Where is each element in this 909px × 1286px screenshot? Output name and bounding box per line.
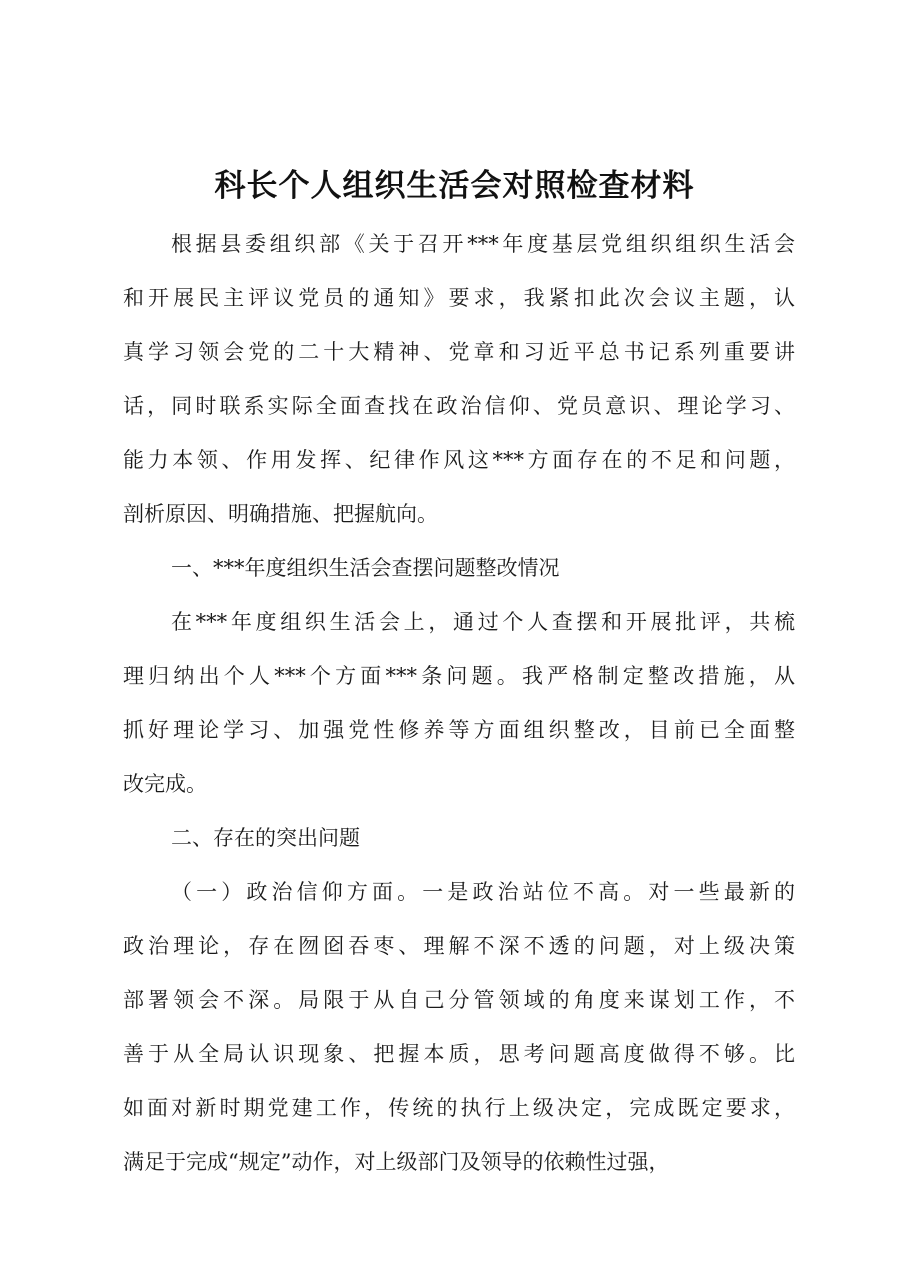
paragraph-line: 能力本领、作用发挥、纪律作风这***方面存在的不足和问题， [123,448,795,472]
paragraph-line: 部署领会不深。局限于从自己分管领域的角度来谋划工作，不 [123,988,795,1012]
paragraph-line: 改完成。 [123,772,207,796]
paragraph-line: （一）政治信仰方面。一是政治站位不高。对一些最新的 [171,880,795,904]
paragraph-line: 在***年度组织生活会上，通过个人查摆和开展批评，共梳 [171,610,795,634]
document-body [123,217,795,1189]
paragraph-line: 如面对新时期党建工作，传统的执行上级决定，完成既定要求， [123,1096,795,1120]
paragraph-line: 抓好理论学习、加强党性修养等方面组织整改，目前已全面整 [123,718,795,742]
paragraph-line: 根据县委组织部《关于召开***年度基层党组织组织生活会 [171,232,795,256]
paragraph-line: 善于从全局认识现象、把握本质，思考问题高度做得不够。比 [123,1042,795,1066]
paragraph-line: 话，同时联系实际全面查找在政治信仰、党员意识、理论学习、 [123,394,795,418]
paragraph-line: 政治理论，存在囫囵吞枣、理解不深不透的问题，对上级决策 [123,934,795,958]
paragraph-line: 理归纳出个人***个方面***条问题。我严格制定整改措施，从 [123,664,795,688]
section-heading: 二、存在的突出问题 [171,826,360,850]
paragraph-line: 剖析原因、明确措施、把握航向。 [123,502,438,526]
paragraph-line: 满足于完成“规定”动作，对上级部门及领导的依赖性过强， [123,1150,670,1174]
paragraph-line: 和开展民主评议党员的通知》要求，我紧扣此次会议主题，认 [123,286,795,310]
section-heading: 一、***年度组织生活会查摆问题整改情况 [171,556,560,580]
document-title: 科长个人组织生活会对照检查材料 [214,168,695,204]
paragraph-line: 真学习领会党的二十大精神、党章和习近平总书记系列重要讲 [123,340,795,364]
